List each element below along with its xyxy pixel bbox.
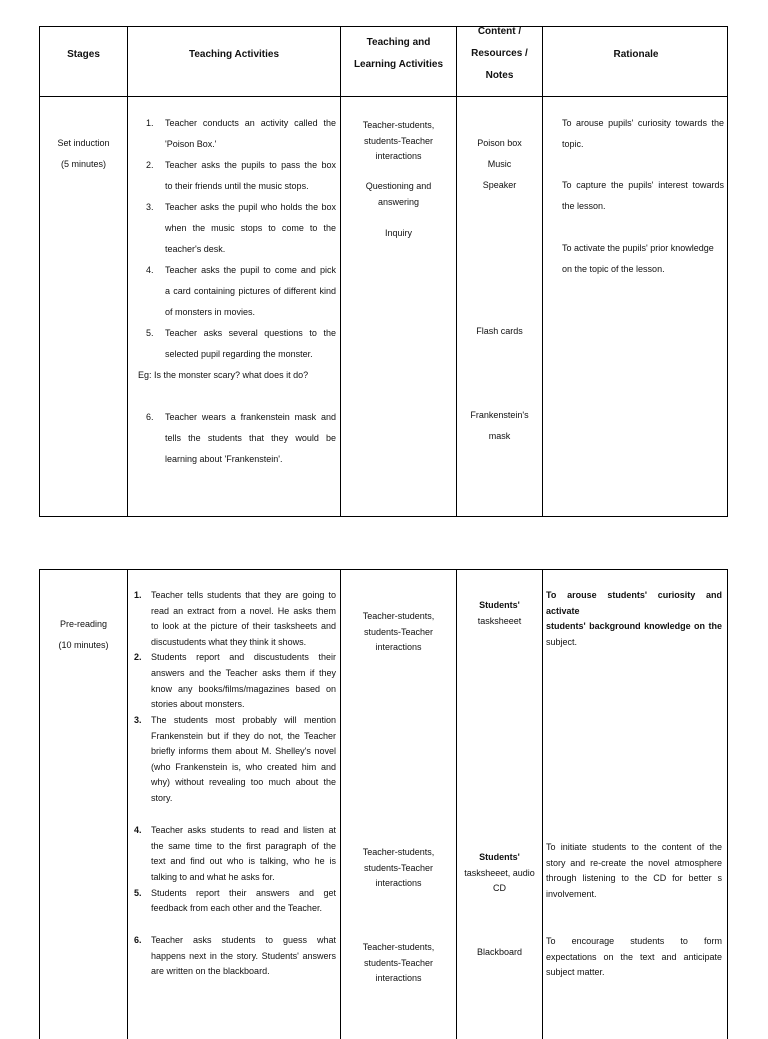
flash-cards: Flash cards [476, 326, 523, 336]
activity-line: Teacher asks several questions to the [165, 328, 336, 338]
activity-item [134, 713, 336, 807]
activity-number: 6. [146, 412, 154, 422]
activity-line: happens next in the story. Students' answers [151, 950, 336, 961]
activity-line: Teacher conducts an activity called the [165, 118, 336, 128]
activity-number: 4. [134, 825, 142, 835]
questioning-answering: Questioning and answering [365, 181, 432, 207]
interaction-type-2: Teacher-students, students-Teacher interactions [362, 847, 435, 889]
lesson-plan-table-1 [39, 26, 728, 517]
activity-line: text and find out who is talking, who he is [151, 856, 336, 867]
activity-number: 3. [134, 715, 142, 725]
activity-item [146, 323, 336, 365]
stage-name: Pre-reading [59, 619, 108, 629]
interaction-type: Teacher-students, students-Teacher interactions [362, 120, 435, 162]
inquiry: Inquiry [384, 228, 412, 238]
activity-line: Students report and discustudents their [151, 652, 336, 663]
column-divider [340, 27, 341, 516]
activity-line: discustudents what they think it shows. [151, 636, 307, 647]
header-stages: Stages [67, 49, 100, 60]
rationale-1: To arouse students' curiosity and activate students' background knowledge on the subject. [546, 590, 722, 647]
header-content-resources: Content / Resources / Notes [471, 26, 528, 81]
activity-line: know any books/films/magazines based on [151, 683, 336, 694]
rationale-2: To initiate students to the content of the story and re-create the novel atmosphere through listening to the CD for better s involvement. [546, 842, 722, 899]
activity-line: Teacher asks the pupil to come and pick [165, 265, 336, 275]
resource-3: Blackboard [476, 947, 523, 957]
activity-line: why) without revealing too much about the [151, 777, 336, 788]
activity-item [146, 113, 336, 155]
activity-line: talking to and what he asks for. [151, 871, 275, 882]
activity-line: Teacher asks the pupil who holds the box [165, 202, 336, 212]
activity-number: 4. [146, 265, 154, 275]
resources-list: Poison box Music Speaker [477, 138, 522, 190]
activity-item [146, 260, 336, 323]
rationale-2: To capture the pupils' interest towards the lesson. [562, 180, 724, 211]
activity-line: the same time to the first paragraph of the [151, 840, 336, 851]
activity-line: Teacher wears a frankenstein mask and [165, 412, 336, 422]
activity-item [146, 197, 336, 260]
activity-line: The students most probably will mention [151, 715, 336, 725]
activity-line: when the music stops to come to the [165, 223, 336, 233]
header-rationale: Rationale [613, 49, 659, 60]
activity-item [134, 588, 336, 650]
header-divider [40, 96, 727, 97]
activity-line: to their friends until the music stops. [165, 181, 309, 191]
activity-line: Teacher tells students that they are going to [151, 590, 336, 600]
activity-number: 1. [146, 118, 154, 128]
activity-line: Students report their answers and get [151, 887, 336, 898]
stage-name: Set induction [57, 138, 110, 148]
lesson-plan-table-2 [39, 569, 728, 1039]
activity-line: story. [151, 792, 173, 803]
activity-line: Teacher asks students to read and listen at [151, 825, 336, 835]
activity-line: answers and the Teacher asks them if they [151, 667, 336, 678]
rationale-1: To arouse pupils' curiosity towards the topic. [562, 118, 724, 149]
header-teaching-activities: Teaching Activities [188, 49, 280, 60]
rationale-3: To activate the pupils' prior knowledge on the topic of the lesson. [562, 243, 714, 274]
activity-line: Frankenstein but if they do not, the Teacher [151, 730, 336, 741]
activity-line: (who Frankenstein is, who created him and [151, 761, 336, 772]
activity-line: briefly informs them about M. Shelley's novel [151, 746, 336, 757]
activity-number: 2. [134, 652, 142, 663]
activity-line: Teacher asks students to guess what [151, 935, 336, 945]
column-divider [542, 27, 543, 516]
interaction-type-1: Teacher-students, students-Teacher interactions [362, 611, 435, 653]
column-divider [542, 570, 543, 1039]
resource-2: Students' tasksheeet, audio CD [464, 852, 535, 894]
activity-number: 5. [134, 887, 142, 898]
column-divider [456, 570, 457, 1039]
activity-line: tells the students that they would be [165, 433, 336, 443]
interaction-type-3: Teacher-students, students-Teacher interactions [362, 942, 435, 984]
activity-line: Teacher asks the pupils to pass the box [165, 160, 336, 170]
stage-duration: (10 minutes) [58, 640, 109, 650]
activity-line: teacher's desk. [165, 244, 226, 254]
stage-duration: (5 minutes) [60, 159, 106, 169]
activity-number: 5. [146, 328, 154, 338]
example-question: Eg: Is the monster scary? what does it do? [138, 370, 309, 380]
activity-line: read an extract from a novel. He asks them [151, 605, 336, 616]
header-teaching-learning: Teaching and Learning Activities [353, 37, 444, 70]
column-divider [127, 27, 128, 516]
frankenstein-mask: Frankenstein's mask [470, 410, 529, 441]
activity-line: to look at the picture of their tasksheets and [151, 621, 336, 632]
activity-item [134, 823, 336, 885]
activity-line: are written on the blackboard. [151, 966, 270, 977]
activity-number: 3. [146, 202, 154, 212]
activity-line: 'Poison Box.' [165, 139, 217, 149]
activity-number: 1. [134, 590, 142, 600]
activity-line: of monsters in movies. [165, 307, 256, 317]
activity-item [134, 933, 336, 980]
rationale-3: To encourage students to form expectations on the text and anticipate subject matter. [546, 936, 722, 978]
resource-1: Students' tasksheeet [477, 600, 522, 626]
activity-item [146, 155, 336, 197]
activity-line: learning about 'Frankenstein'. [165, 454, 283, 464]
activity-item [134, 650, 336, 712]
activity-line: selected pupil regarding the monster. [165, 349, 313, 359]
activity-item [146, 407, 336, 470]
activity-line: a card containing pictures of different kind [165, 286, 336, 296]
activity-number: 6. [134, 935, 142, 945]
column-divider [127, 570, 128, 1039]
activity-line: feedback from each other and the Teacher. [151, 903, 322, 914]
activity-number: 2. [146, 160, 154, 170]
activity-line: stories about monsters. [151, 699, 245, 710]
activity-item [134, 886, 336, 917]
